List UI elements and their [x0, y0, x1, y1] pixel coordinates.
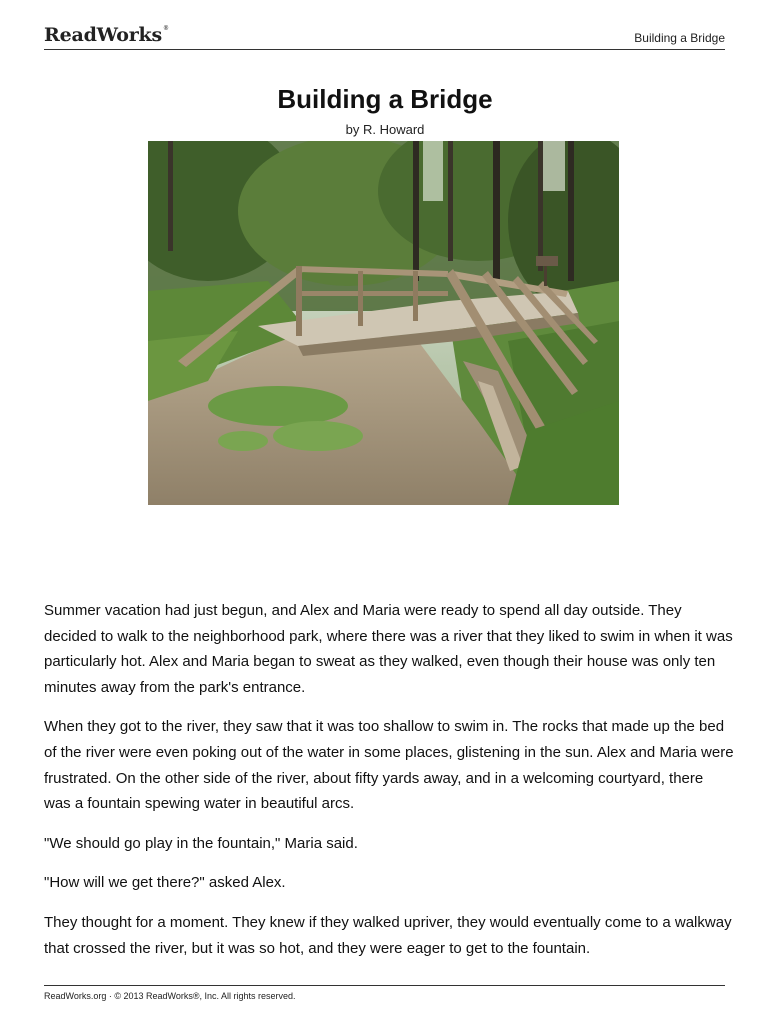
logo-text: ReadWorks	[44, 24, 163, 46]
paragraph: When they got to the river, they saw that it was too shallow to swim in. The rocks that made up the bed of the river were even poking out of the water in some places, glistening in the sun. Alex and Maria were frustrated. On the other side of the river, about fifty yards away, and in a welcoming courtyard, there was a fountain spewing water in beautiful arcs.	[44, 718, 734, 813]
paragraph: "We should go play in the fountain," Maria said.	[44, 834, 358, 852]
paragraph: Summer vacation had just begun, and Alex and Maria were ready to spend all day outside. They decided to walk to the neighborhood park, where there was a river that they liked to swim in when it was particularly hot. Alex and Maria began to sweat as they walked, even though their house was only ten minutes away from the park's entrance.	[44, 602, 733, 696]
article-byline: by R. Howard	[345, 122, 425, 137]
footer-divider	[44, 985, 725, 986]
header-divider	[44, 49, 725, 50]
article-title: Building a Bridge	[277, 84, 493, 114]
header-doc-title: Building a Bridge	[634, 31, 725, 45]
registered-mark: ®	[163, 25, 169, 32]
article-body	[44, 598, 734, 975]
paragraph: They thought for a moment. They knew if they walked upriver, they would eventually come to a walkway that crossed the river, but it was so hot, and they were eager to get to the fountain.	[44, 913, 732, 957]
bridge-photo	[148, 141, 619, 505]
readworks-logo	[44, 24, 168, 46]
copyright-footer: ReadWorks.org · © 2013 ReadWorks®, Inc. All rights reserved.	[44, 991, 296, 1001]
page-header	[44, 24, 725, 50]
paragraph: "How will we get there?" asked Alex.	[44, 874, 286, 892]
photo-of-wooden-footbridge-icon	[148, 141, 619, 505]
